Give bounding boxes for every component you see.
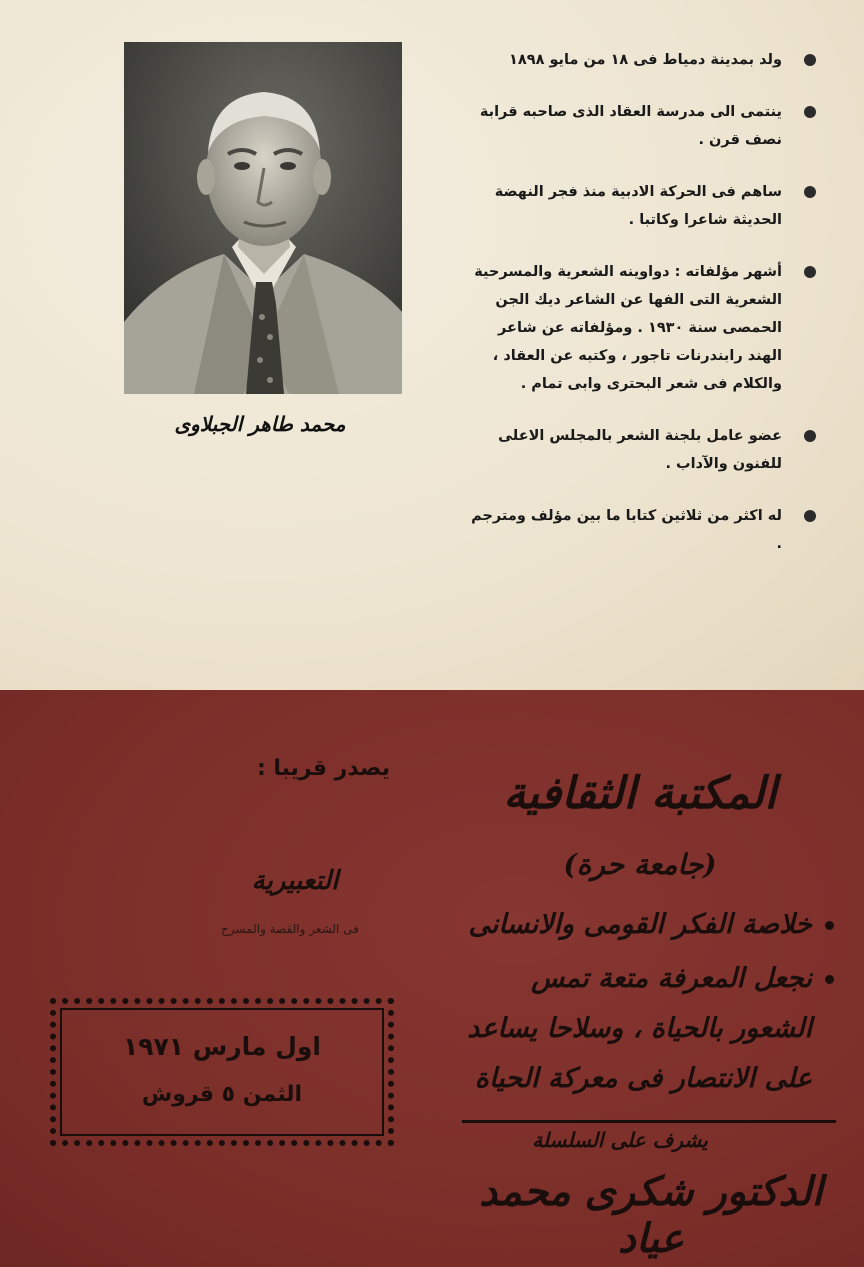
goal-text: خلاصة الفكر القومى والانسانى (468, 909, 812, 940)
upcoming-label: يصدر قريبا : (256, 756, 390, 781)
author-portrait (124, 42, 402, 394)
series-section (0, 690, 864, 1267)
release-date: اول مارس ١٩٧١ (122, 1032, 321, 1061)
price: الثمن ٥ قروش (141, 1082, 303, 1107)
bio-text: له اكثر من ثلاثين كتابا ما بين مؤلف ومترجم . (471, 508, 782, 552)
bullet-icon (804, 106, 816, 118)
series-subtitle: (جامعة حرة) (563, 848, 717, 881)
release-box (50, 998, 394, 1146)
bio-item (462, 98, 822, 154)
upcoming-subtitle: فى الشعر والقصة والمسرح (221, 922, 359, 936)
bullet-icon (804, 430, 816, 442)
bullet-icon (825, 921, 834, 930)
author-name-caption: محمد طاهر الجبلاوى (174, 412, 346, 436)
goal-item (458, 954, 838, 1104)
bio-item (462, 178, 822, 234)
bio-text: ساهم فى الحركة الادبية منذ فجر النهضة الحديثة شاعرا وكاتبا . (494, 184, 782, 228)
bio-item (462, 422, 822, 478)
goal-text: نجعل المعرفة متعة تمس الشعور بالحياة ، وسلاحا يساعد على الانتصار فى معركة الحياة (467, 963, 812, 1094)
supervisor-label: يشرف على السلسلة (532, 1128, 708, 1152)
series-goals (458, 900, 838, 1108)
bio-text: أشهر مؤلفاته : دواوينه الشعرية والمسرحية الشعرية التى الفها عن الشاعر ديك الجن الحمصى سنة ١٩٣٠ . ومؤلفاته عن شاعر الهند رابندرنات تاجور ، وكتبه عن العقاد ، والكلام فى شعر البحترى وابى تمام . (474, 264, 782, 392)
bio-text: ينتمى الى مدرسة العقاد الذى صاحبه قرابة نصف قرن . (479, 104, 782, 148)
bio-item (462, 502, 822, 558)
divider (462, 1120, 836, 1123)
supervisor-name: الدكتور شكرى محمد عياد (479, 1168, 823, 1262)
series-title: المكتبة الثقافية (503, 768, 777, 819)
author-bio-list (462, 46, 822, 582)
bullet-icon (825, 975, 834, 984)
bullet-icon (804, 186, 816, 198)
bullet-icon (804, 510, 816, 522)
bio-item (462, 258, 822, 398)
upcoming-title: التعبيرية (251, 866, 339, 896)
goal-item (458, 900, 838, 950)
bio-text: ولد بمدينة دمياط فى ١٨ من مايو ١٨٩٨ (509, 52, 782, 68)
bullet-icon (804, 54, 816, 66)
bio-item (462, 46, 822, 74)
bullet-icon (804, 266, 816, 278)
bio-text: عضو عامل بلجنة الشعر بالمجلس الاعلى للفنون والآداب . (498, 428, 782, 472)
